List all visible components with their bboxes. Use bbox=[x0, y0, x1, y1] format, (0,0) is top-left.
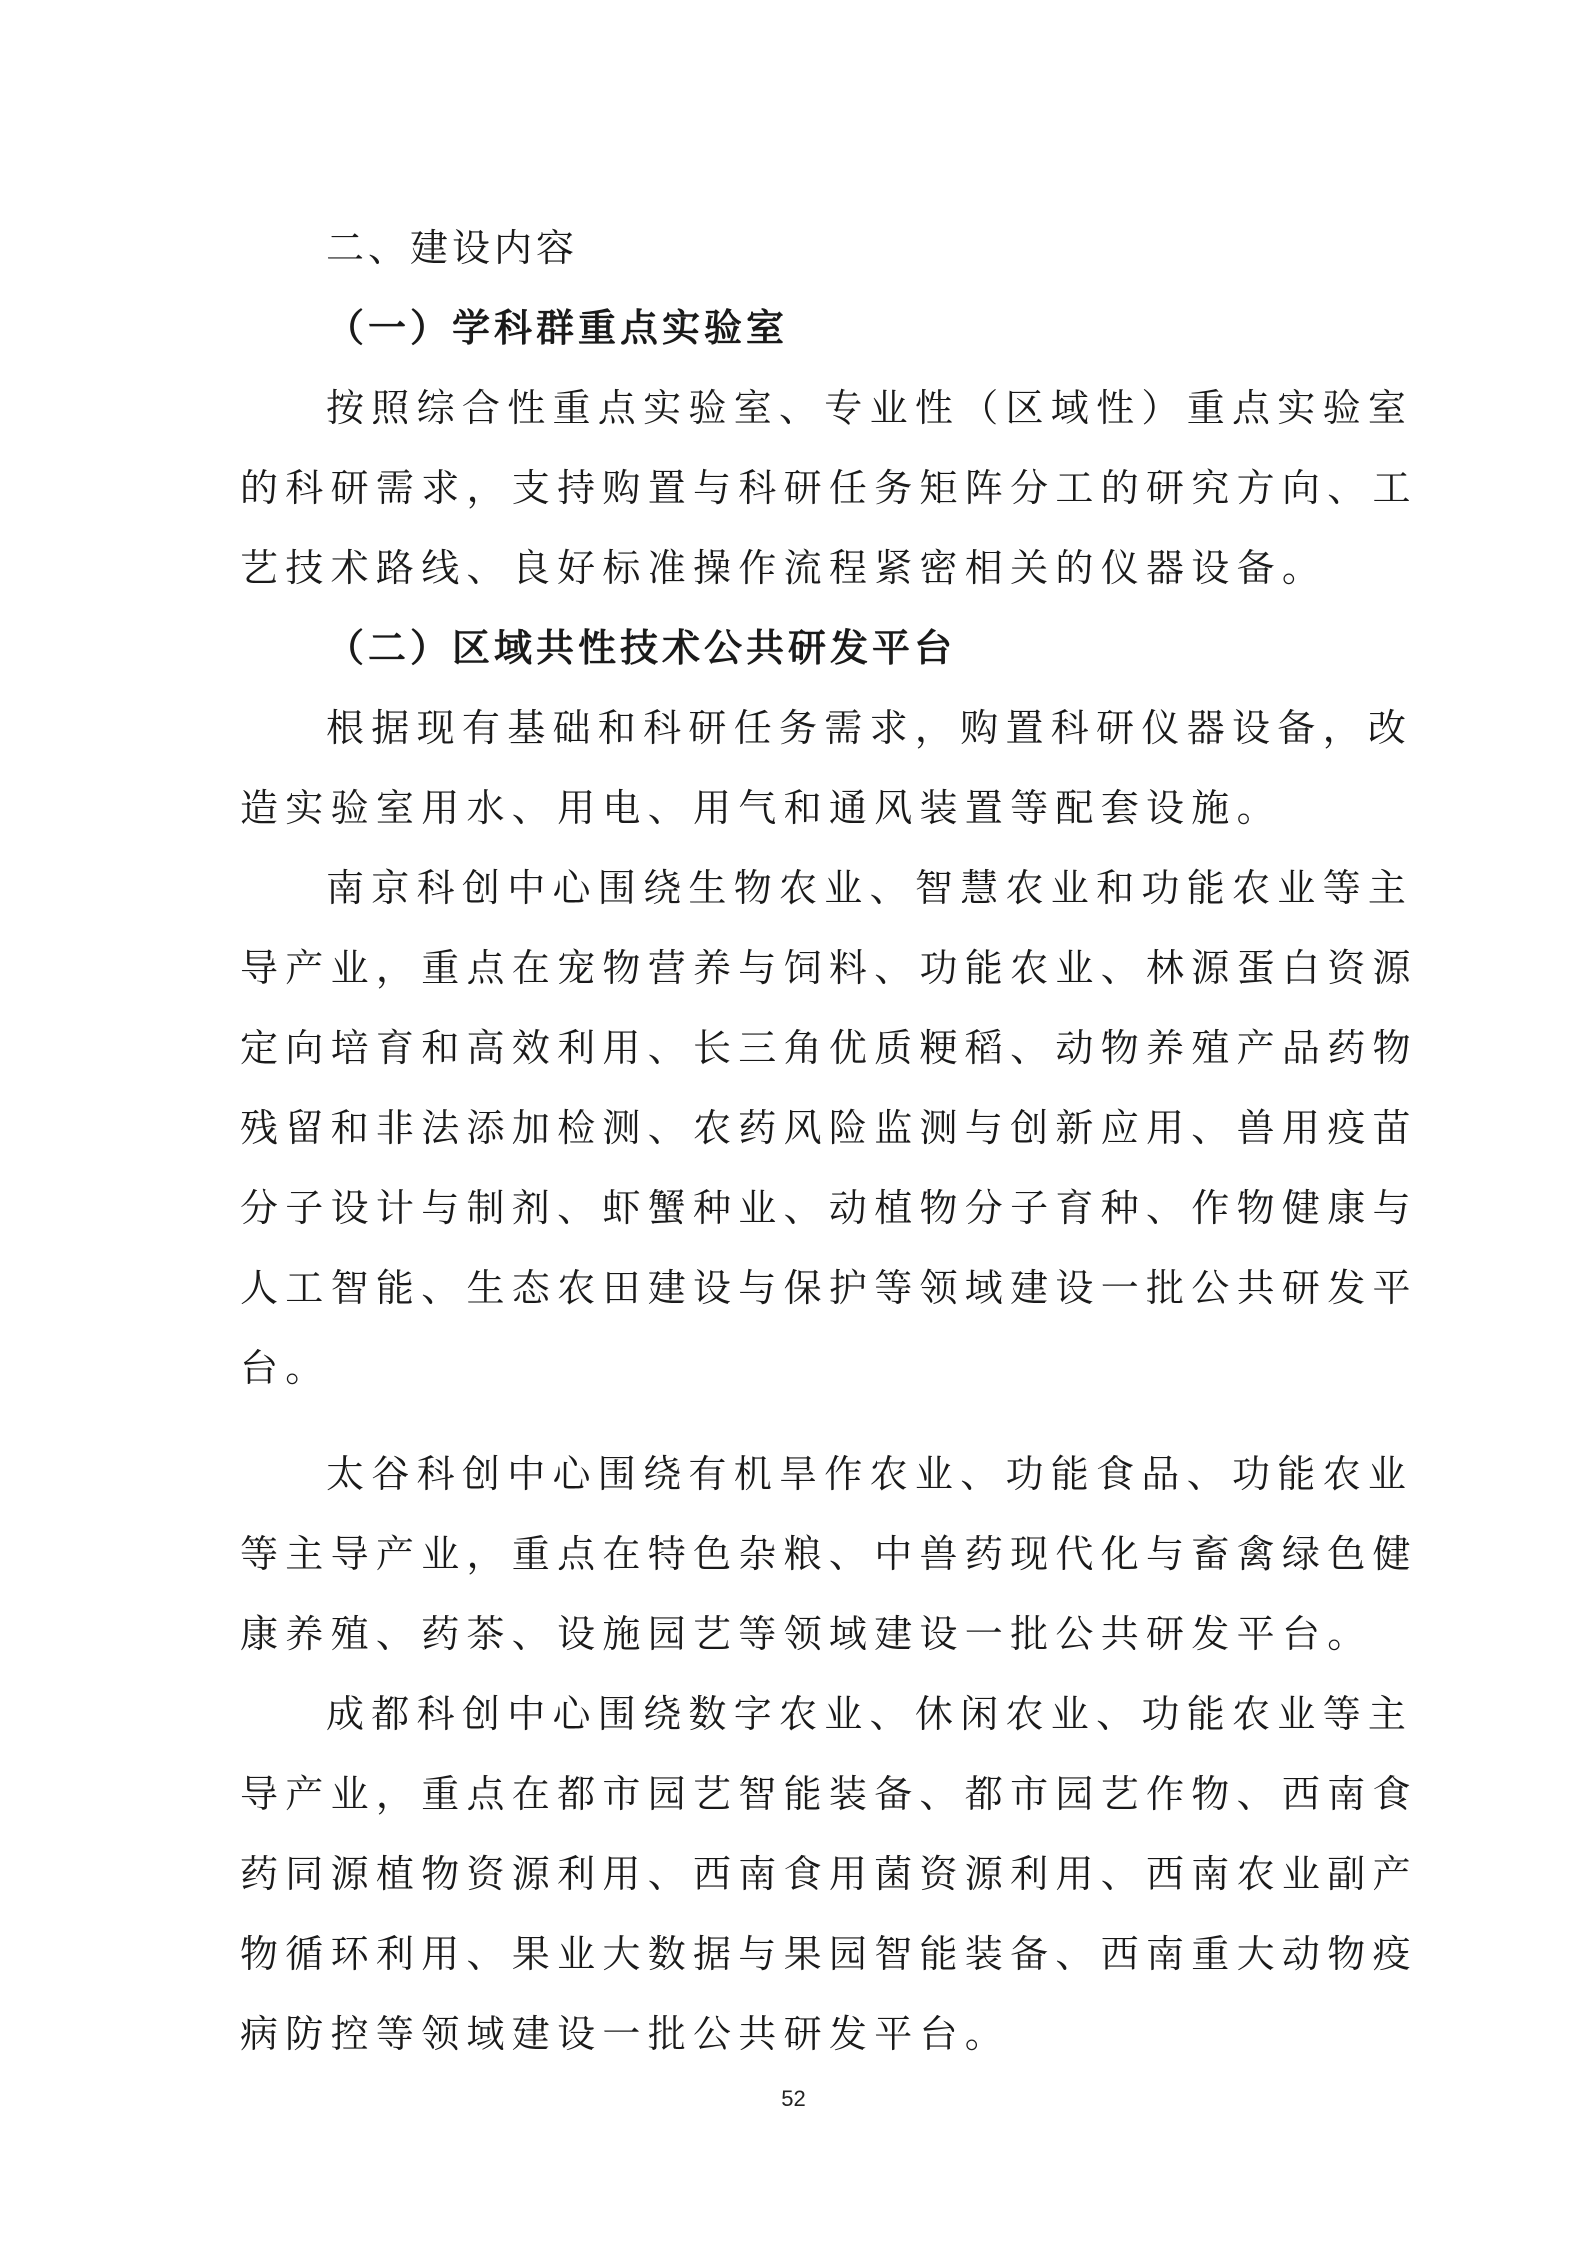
paragraph-line: 定向培育和高效利用、长三角优质粳稻、动物养殖产品药物 bbox=[240, 1026, 1418, 1070]
subsection-heading-1: （一）学科群重点实验室 bbox=[326, 305, 789, 350]
paragraph-line: 残留和非法添加检测、农药风险监测与创新应用、兽用疫苗 bbox=[240, 1106, 1418, 1150]
paragraph-line: 的科研需求，支持购置与科研任务矩阵分工的研究方向、工 bbox=[240, 466, 1418, 510]
paragraph-line: 南京科创中心围绕生物农业、智慧农业和功能农业等主 bbox=[326, 866, 1414, 910]
paragraph-line: 导产业，重点在都市园艺智能装备、都市园艺作物、西南食 bbox=[240, 1772, 1418, 1816]
paragraph-line: 太谷科创中心围绕有机旱作农业、功能食品、功能农业 bbox=[326, 1452, 1414, 1496]
paragraph-line: 药同源植物资源利用、西南食用菌资源利用、西南农业副产 bbox=[240, 1852, 1418, 1896]
paragraph-line: 根据现有基础和科研任务需求，购置科研仪器设备，改 bbox=[326, 706, 1414, 750]
page-content bbox=[240, 208, 1418, 2074]
paragraph-gap bbox=[240, 1408, 1350, 1434]
paragraph-line: 人工智能、生态农田建设与保护等领域建设一批公共研发平 bbox=[240, 1266, 1418, 1310]
paragraph-line: 病防控等领域建设一批公共研发平台。 bbox=[240, 2012, 1011, 2056]
paragraph-line: 分子设计与制剂、虾蟹种业、动植物分子育种、作物健康与 bbox=[240, 1186, 1418, 1230]
paragraph-line: 艺技术路线、良好标准操作流程紧密相关的仪器设备。 bbox=[240, 546, 1328, 590]
paragraph-line: 物循环利用、果业大数据与果园智能装备、西南重大动物疫 bbox=[240, 1932, 1418, 1976]
paragraph-line: 造实验室用水、用电、用气和通风装置等配套设施。 bbox=[240, 786, 1282, 830]
paragraph-line: 台。 bbox=[240, 1346, 331, 1390]
paragraph-line: 康养殖、药茶、设施园艺等领域建设一批公共研发平台。 bbox=[240, 1612, 1373, 1656]
paragraph-line: 成都科创中心围绕数字农业、休闲农业、功能农业等主 bbox=[326, 1692, 1414, 1736]
paragraph-line: 等主导产业，重点在特色杂粮、中兽药现代化与畜禽绿色健 bbox=[240, 1532, 1418, 1576]
paragraph-line: 导产业，重点在宠物营养与饲料、功能农业、林源蛋白资源 bbox=[240, 946, 1418, 990]
subsection-heading-2: （二）区域共性技术公共研发平台 bbox=[326, 625, 957, 670]
paragraph-line: 按照综合性重点实验室、专业性（区域性）重点实验室 bbox=[326, 386, 1414, 430]
page-number: 52 bbox=[781, 2086, 806, 2111]
section-heading: 二、建设内容 bbox=[326, 226, 579, 270]
